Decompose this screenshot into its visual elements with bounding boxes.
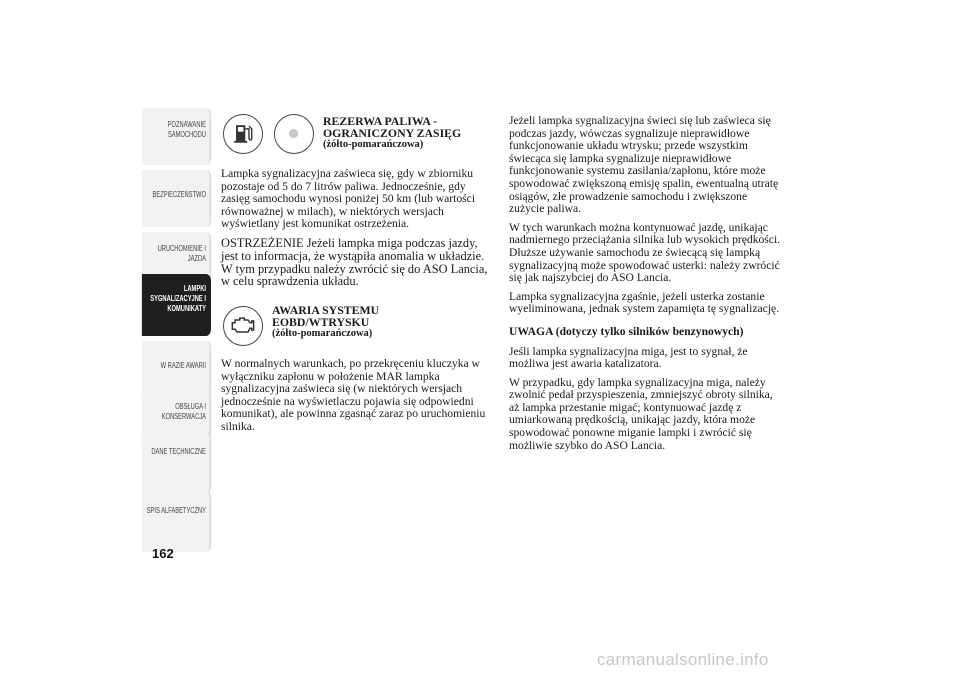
heading-color-note: (żółto-pomarańczowa) xyxy=(272,328,373,340)
left-column-section2 xyxy=(221,358,493,440)
tab-label: BEZPIECZEŃSTWO xyxy=(152,190,206,199)
right-column xyxy=(509,115,781,458)
note-heading: UWAGA (dotyczy tylko silników benzynowych) xyxy=(509,324,744,338)
tab-dane-techniczne[interactable]: DANE TECHNICZNE xyxy=(142,431,211,493)
heading-line: EOBD/WTRYSKU xyxy=(272,315,370,330)
warning-dot-icon xyxy=(274,114,314,154)
section-heading-eobd xyxy=(272,304,379,341)
heading-line: AWARIA SYSTEMU xyxy=(272,303,380,317)
paragraph: W tych warunkach można kontynuować jazdę, unikając nadmiernego przeciążania silnika lub wysokich prędkości. Dłuższe używanie samochodu ze świecącą się lampką sygnalizacyjną może spowodować usterki: należy zwrócić się jak najszybciej do ASO Lancia. xyxy=(509,220,781,285)
tab-uruchomienie-i-jazda[interactable]: URUCHOMIENIE I JAZDA xyxy=(142,232,211,289)
paragraph: W przypadku, gdy lampka sygnalizacyjna miga, należy zwolnić pedał przyspieszenia, zmniejszyć obroty silnika, aż lampka przestanie migać; kontynuować jazdę z umiarkowaną prędkością, unikając jazdy, która może spowodować ponowne miganie lampki i zwrócić się możliwie szybko do ASO Lancia. xyxy=(509,375,773,452)
tab-bezpieczenstwo[interactable] xyxy=(142,170,211,227)
engine-icon xyxy=(223,306,263,346)
tab-label: W RAZIE AWARII xyxy=(160,361,206,370)
tab-lampki-sygnalizacyjne[interactable]: LAMPKI SYGNALIZACYJNE I KOMUNIKATY xyxy=(142,274,211,336)
fuel-pump-glyph xyxy=(224,115,261,152)
warning-dot-glyph xyxy=(275,115,312,152)
section-heading-fuel-reserve xyxy=(323,115,461,152)
paragraph: Jeżeli lampka sygnalizacyjna świeci się lub zaświeca się podczas jazdy, wówczas sygnalizuje nieprawidłowe funkcjonowanie układu wtrysku; przede wszystkim świecąca się lampka sygnalizuje nieprawidłowe funkcjonowanie systemu zasilania/zapłonu, które może spowodować zwiększoną emisję spalin, ewentualną utratę osiągów, złe prowadzenie samochodu i zwiększone zużycie paliwa. xyxy=(509,114,779,216)
paragraph: Lampka sygnalizacyjna zgaśnie, jeżeli usterka zostanie wyeliminowana, jednak system zapamięta tę sygnalizację. xyxy=(509,289,780,316)
engine-glyph xyxy=(224,307,261,344)
paragraph: Lampka sygnalizacyjna zaświeca się, gdy w zbiorniku pozostaje od 5 do 7 litrów paliwa. Jednocześnie, gdy zasięg samochodu wynosi poniżej 50 km (lub wartości równoważnej w milach), w niektórych wersjach wyświetlany jest komunikat ostrzeżenia. xyxy=(221,167,476,231)
tab-spis-alfabetyczny[interactable]: SPIS ALFABETYCZNY xyxy=(142,490,211,552)
tab-poznawanie-samochodu[interactable]: POZNAWANIE SAMOCHODU xyxy=(142,108,211,165)
heading-color-note: (żółto-pomarańczowa) xyxy=(323,139,424,151)
paragraph xyxy=(221,237,493,288)
heading-line: OGRANICZONY ZASIĘG xyxy=(323,126,462,141)
heading-line: REZERWA PALIWA - xyxy=(323,114,438,128)
warning-label: OSTRZEŻENIE xyxy=(221,235,304,250)
warning-text: Jeżeli lampka miga podczas jazdy, jest to informacja, że wystąpiła anomalia w układzie. W tym przypadku należy zwrócić się do ASO Lancia, w celu sprawdzenia układu. xyxy=(221,235,488,289)
fuel-pump-icon xyxy=(223,114,263,154)
watermark: carmanualsonline.info xyxy=(597,650,769,669)
paragraph: W normalnych warunkach, po przekręceniu kluczyka w wyłączniku zapłonu w położenie MAR lampka sygnalizacyjna zaświeca się (w niektórych wersjach jednocześnie na wyświetlaczu pojawia się odpowiedni komunikat), ale powinna zgasnąć zaraz po uruchomieniu silnika. xyxy=(221,357,486,433)
page-number: 162 xyxy=(152,546,174,561)
paragraph: Jeśli lampka sygnalizacyjna miga, jest to sygnał, że możliwa jest awaria katalizatora. xyxy=(509,344,748,371)
left-column-section1 xyxy=(221,168,493,294)
tab-obsluga-i-konserwacja[interactable]: OBSŁUGA I KONSERWACJA xyxy=(142,390,211,447)
